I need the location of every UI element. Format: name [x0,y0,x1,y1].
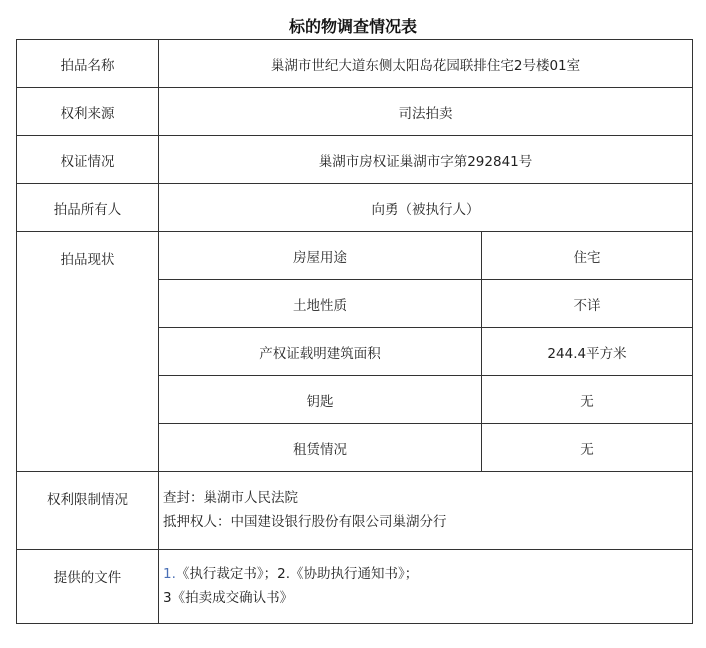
status-item-value: 无 [482,424,693,472]
certificate-label: 权证情况 [17,136,159,184]
status-item-name: 房屋用途 [159,232,482,280]
documents-value [159,550,693,624]
table-row [17,232,693,280]
table-row [17,136,693,184]
survey-table [16,39,693,624]
item-name-value: 巢湖市世纪大道东侧太阳岛花园联排住宅2号楼01室 [159,40,693,88]
status-item-value: 住宅 [482,232,693,280]
status-item-value: 244.4平方米 [482,328,693,376]
table-row [17,184,693,232]
status-item-name: 土地性质 [159,280,482,328]
status-item-name: 钥匙 [159,376,482,424]
status-item-value: 无 [482,376,693,424]
documents-line-1-number: 1. [163,566,176,582]
restrictions-label: 权利限制情况 [17,472,159,550]
status-item-name: 产权证载明建筑面积 [159,328,482,376]
table-row [17,40,693,88]
item-name-label: 拍品名称 [17,40,159,88]
documents-line-1-text: 《执行裁定书》；2.《协助执行通知书》； [175,566,419,582]
source-value: 司法拍卖 [159,88,693,136]
page-title: 标的物调查情况表 [288,17,417,36]
table-row [17,550,693,624]
owner-value: 向勇（被执行人） [159,184,693,232]
documents-label: 提供的文件 [17,550,159,624]
source-label: 权利来源 [17,88,159,136]
status-item-value: 不详 [482,280,693,328]
certificate-value: 巢湖市房权证巢湖市字第292841号 [159,136,693,184]
table-row [17,88,693,136]
documents-line-1 [163,562,692,586]
documents-line-2: 3《拍卖成交确认书》 [163,590,294,606]
restrictions-value [159,472,693,550]
table-row [17,472,693,550]
status-item-name: 租赁情况 [159,424,482,472]
owner-label: 拍品所有人 [17,184,159,232]
restriction-seal: 查封：巢湖市人民法院 [163,490,298,506]
restriction-mortgage: 抵押权人：中国建设银行股份有限公司巢湖分行 [163,514,447,530]
status-label: 拍品现状 [17,232,159,472]
